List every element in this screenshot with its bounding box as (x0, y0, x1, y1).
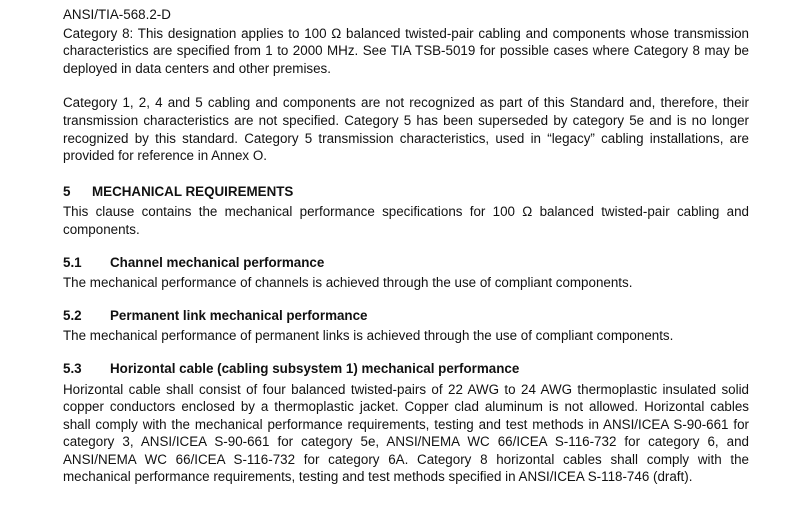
subsection-title: Permanent link mechanical performance (110, 307, 368, 323)
document-id: ANSI/TIA-568.2-D (63, 7, 171, 22)
section-title: MECHANICAL REQUIREMENTS (92, 183, 294, 199)
subsection-heading-5-3 (63, 360, 749, 378)
subsection-number: 5.2 (63, 307, 82, 323)
subsection-5-2-body: The mechanical performance of permanent links is achieved through the use of compliant components. (63, 328, 674, 344)
subsection-heading-5-1 (63, 254, 749, 272)
subsection-number: 5.1 (63, 254, 82, 270)
section-number: 5 (63, 183, 71, 199)
unrecognized-categories-paragraph: Category 1, 2, 4 and 5 cabling and components are not recognized as part of this Standard and, therefore, their transmission characteristics are not specified. Category 5 has been superseded by category 5e and is no longer recognized by this standard. Category 5 transmission characteristics, used in “legacy” cabling installations, are provided for reference in Annex O. (63, 95, 749, 164)
category-8-paragraph: Category 8: This designation applies to 100 Ω balanced twisted-pair cabling and components whose transmission characteristics are specified from 1 to 2000 MHz. See TIA TSB-5019 for possible cases where Category 8 may be deployed in data centers and other premises. (63, 25, 749, 76)
subsection-heading-5-2 (63, 307, 749, 325)
subsection-number: 5.3 (63, 360, 82, 376)
section-5-body: This clause contains the mechanical performance specifications for 100 Ω balanced twisted-pair cabling and components. (63, 204, 749, 237)
document-page (63, 6, 749, 486)
subsection-5-3-body: Horizontal cable shall consist of four balanced twisted-pairs of 22 AWG to 24 AWG thermoplastic insulated solid copper conductors enclosed by a thermoplastic jacket. Copper clad aluminum is not allowed. Horizontal cables shall comply with the mechanical performance requirements, testing and test methods in ANSI/ICEA S-90-661 for category 3, ANSI/ICEA S-90-661 for category 5e, ANSI/NEMA WC 66/ICEA S-116-732 for category 6, and ANSI/NEMA WC 66/ICEA S-116-732 for category 6A. Category 8 horizontal cables shall comply with the mechanical performance requirements, testing and test methods specified in ANSI/ICEA S-118-746 (draft). (63, 381, 749, 485)
section-heading-5 (63, 183, 749, 201)
subsection-title: Horizontal cable (cabling subsystem 1) mechanical performance (110, 360, 520, 376)
subsection-5-1-body: The mechanical performance of channels is achieved through the use of compliant components. (63, 275, 633, 291)
subsection-title: Channel mechanical performance (110, 254, 325, 270)
